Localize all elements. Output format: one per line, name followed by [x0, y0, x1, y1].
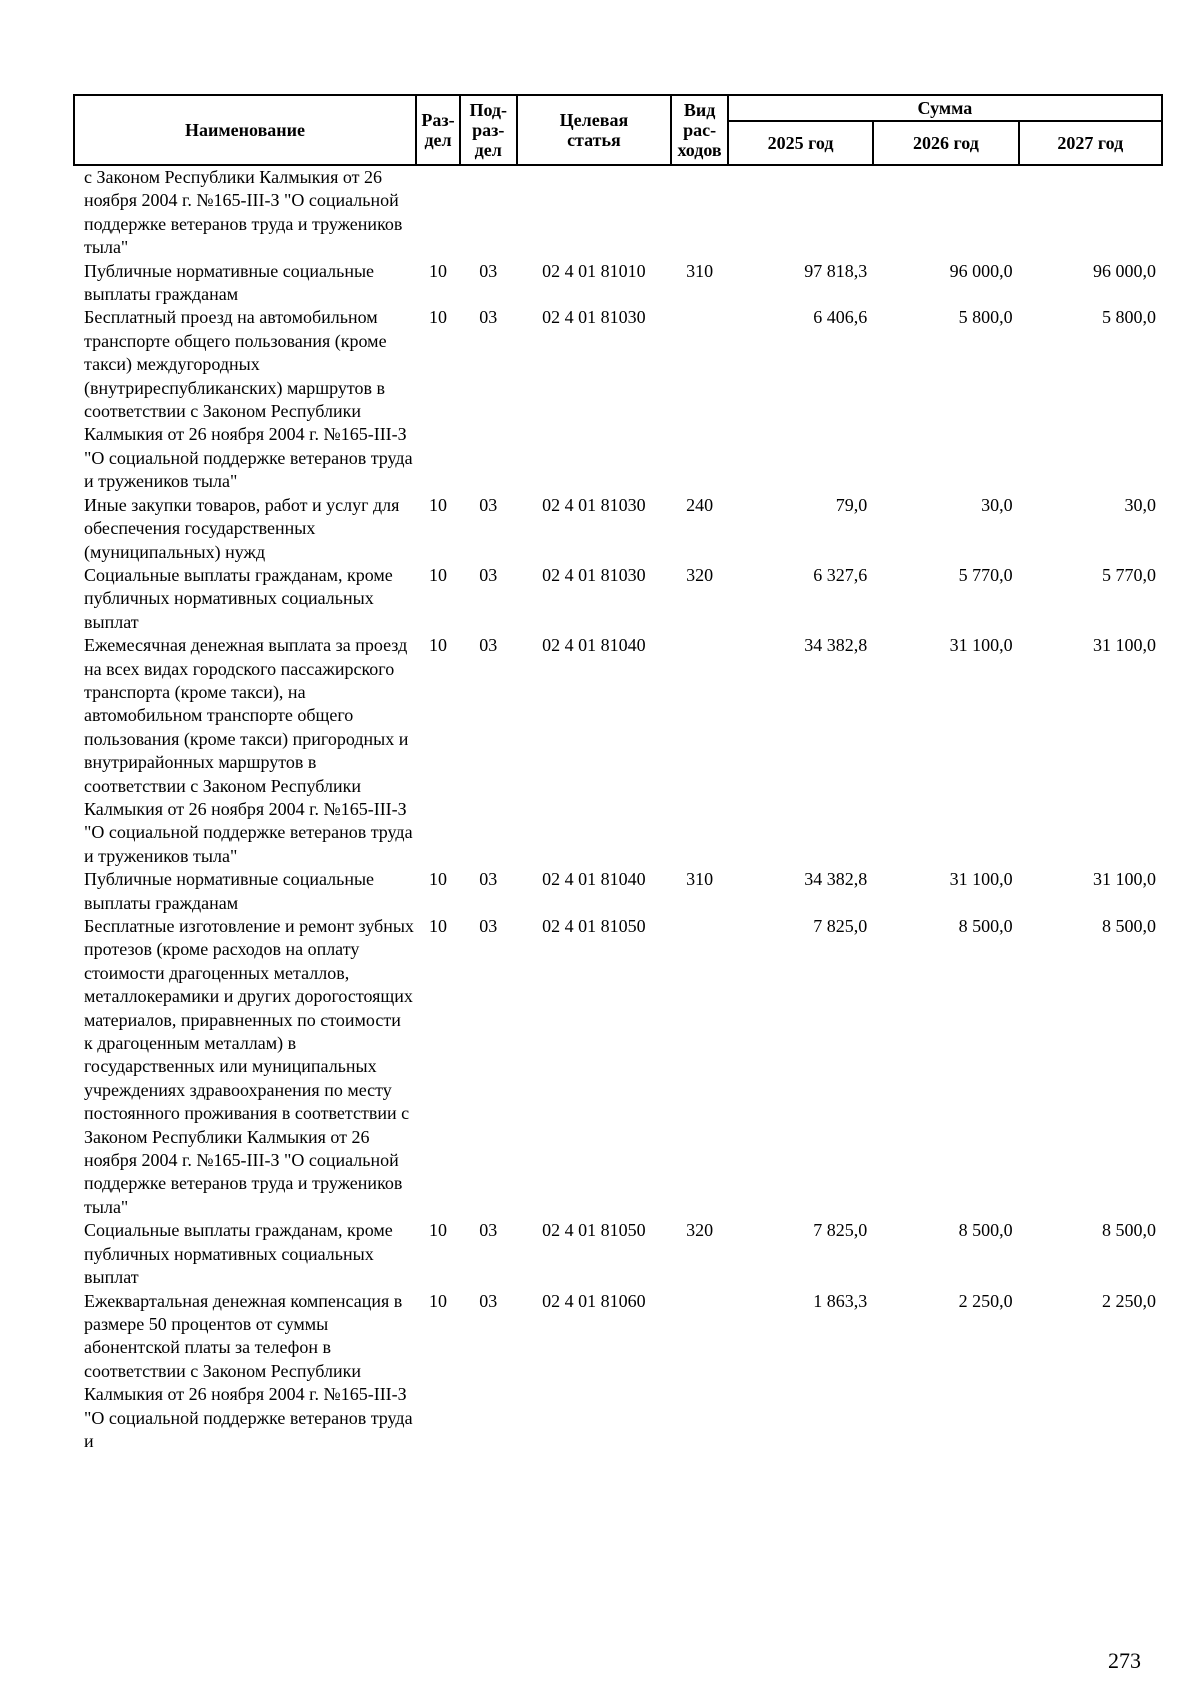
row-sum-2027: 96 000,0 — [1093, 260, 1156, 281]
row-sum-2027: 8 500,0 — [1102, 916, 1156, 936]
row-target: 02 4 01 81030 — [542, 494, 646, 515]
table-row — [74, 165, 1162, 260]
table-row — [74, 915, 1162, 1219]
row-podrazdel: 03 — [479, 564, 498, 585]
row-sum-2025 — [728, 165, 873, 260]
row-sum-2026 — [873, 165, 1018, 260]
row-name: Социальные выплаты гражданам, кроме публичных нормативных социальных выплат — [84, 564, 393, 632]
row-sum-2026: 30,0 — [981, 494, 1013, 515]
row-target: 02 4 01 81010 — [542, 260, 646, 281]
row-podrazdel: 03 — [479, 307, 498, 328]
row-sum-2026: 8 500,0 — [958, 1220, 1013, 1241]
header-name: Наименование — [74, 95, 416, 165]
row-name: Социальные выплаты гражданам, кроме публичных нормативных социальных выплат — [84, 1220, 393, 1288]
row-sum-2025: 7 825,0 — [813, 916, 868, 936]
header-podrazdel: Под- раз- дел — [460, 95, 516, 165]
row-sum-2025: 97 818,3 — [804, 260, 868, 281]
table-row — [74, 868, 1162, 915]
row-target: 02 4 01 81040 — [542, 869, 646, 890]
row-podrazdel: 03 — [479, 916, 498, 936]
row-sum-2027: 31 100,0 — [1093, 635, 1156, 656]
row-sum-2025: 6 406,6 — [813, 307, 868, 328]
row-vid — [671, 165, 727, 260]
row-sum-2027: 30,0 — [1124, 494, 1156, 515]
row-target: 02 4 01 81060 — [542, 1290, 646, 1311]
row-sum-2026: 8 500,0 — [958, 916, 1013, 936]
row-razdel: 10 — [429, 635, 448, 656]
table-row — [74, 494, 1162, 564]
row-razdel — [416, 165, 460, 260]
header-target: Целевая статья — [517, 95, 672, 165]
row-sum-2027: 2 250,0 — [1102, 1290, 1156, 1311]
row-sum-2025: 1 863,3 — [813, 1290, 868, 1311]
row-podrazdel: 03 — [479, 1220, 498, 1241]
header-vid: Вид рас- ходов — [671, 95, 727, 165]
budget-table — [73, 94, 1163, 1453]
table-row — [74, 1290, 1162, 1454]
row-name: с Законом Республики Калмыкия от 26 ноября 2004 г. №165-III-З "О социальной поддержке ветеранов труда и тружеников тыла" — [84, 167, 403, 258]
row-target: 02 4 01 81050 — [542, 1220, 646, 1241]
row-vid — [671, 306, 727, 493]
row-podrazdel — [460, 165, 516, 260]
row-sum-2026: 5 770,0 — [958, 564, 1013, 585]
row-sum-2027: 5 770,0 — [1102, 564, 1156, 585]
row-razdel: 10 — [429, 916, 448, 936]
row-vid: 310 — [686, 869, 714, 890]
header-year-2025: 2025 год — [728, 121, 873, 165]
row-sum-2025: 34 382,8 — [804, 869, 868, 890]
budget-table-page — [73, 94, 1163, 1453]
header-sum: Сумма — [728, 95, 1162, 121]
table-row — [74, 260, 1162, 307]
table-row — [74, 306, 1162, 493]
header-year-2027: 2027 год — [1019, 121, 1162, 165]
row-razdel: 10 — [429, 869, 448, 890]
row-name: Бесплатные изготовление и ремонт зубных протезов (кроме расходов на оплату стоимости драгоценных металлов, металлокерамики и других дорогостоящих материалов, приравненных по стоимости к драгоценным металлам) в государственных или муниципальных учреждениях здравоохранения по месту постоянного проживания в соответствии с Законом Республики Калмыкия от 26 ноября 2004 г. №165-III-З "О социальной поддержке ветеранов труда и тружеников тыла" — [84, 916, 414, 1217]
row-sum-2025: 6 327,6 — [813, 564, 868, 585]
row-podrazdel: 03 — [479, 494, 498, 515]
row-sum-2026: 5 800,0 — [958, 307, 1013, 328]
row-target: 02 4 01 81030 — [542, 307, 646, 328]
row-target: 02 4 01 81050 — [542, 916, 646, 936]
row-razdel: 10 — [429, 564, 448, 585]
row-sum-2025: 34 382,8 — [804, 635, 868, 656]
table-body — [74, 165, 1162, 1453]
row-vid: 240 — [686, 494, 714, 515]
row-sum-2026: 96 000,0 — [949, 260, 1013, 281]
row-name: Ежемесячная денежная выплата за проезд на всех видах городского пассажирского транспорта (кроме такси), на автомобильном транспорте общего пользования (кроме такси) пригородных и внутрирайонных маршрутов в соответствии с Законом Республики Калмыкия от 26 ноября 2004 г. №165-III-З "О социальной поддержке ветеранов труда и тружеников тыла" — [84, 635, 413, 866]
table-row — [74, 564, 1162, 634]
row-podrazdel: 03 — [479, 869, 498, 890]
row-sum-2026: 31 100,0 — [949, 635, 1013, 656]
table-row — [74, 1219, 1162, 1289]
table-header — [74, 95, 1162, 165]
row-razdel: 10 — [429, 1290, 448, 1311]
row-podrazdel: 03 — [479, 260, 498, 281]
row-razdel: 10 — [429, 494, 448, 515]
row-vid: 320 — [686, 564, 714, 585]
row-name: Иные закупки товаров, работ и услуг для обеспечения государственных (муниципальных) нужд — [84, 494, 400, 562]
row-razdel: 10 — [429, 307, 448, 328]
row-name: Бесплатный проезд на автомобильном транспорте общего пользования (кроме такси) междугородных (внутриреспубликанских) маршрутов в соответствии с Законом Республики Калмыкия от 26 ноября 2004 г. №165-III-З "О социальной поддержке ветеранов труда и тружеников тыла" — [84, 307, 413, 492]
row-sum-2027: 5 800,0 — [1102, 307, 1156, 328]
row-sum-2025: 79,0 — [835, 494, 868, 515]
row-razdel: 10 — [429, 1220, 448, 1241]
row-vid — [671, 1290, 727, 1454]
row-vid — [671, 915, 727, 1219]
row-target: 02 4 01 81030 — [542, 564, 646, 585]
row-sum-2027: 31 100,0 — [1093, 869, 1156, 890]
row-vid — [671, 634, 727, 868]
row-sum-2026: 31 100,0 — [949, 869, 1013, 890]
row-podrazdel: 03 — [479, 1290, 498, 1311]
row-podrazdel: 03 — [479, 635, 498, 656]
row-razdel: 10 — [429, 260, 448, 281]
row-vid: 310 — [686, 260, 714, 281]
row-sum-2025: 7 825,0 — [813, 1220, 868, 1241]
row-target: 02 4 01 81040 — [542, 635, 646, 656]
row-sum-2027: 8 500,0 — [1102, 1220, 1156, 1241]
header-year-2026: 2026 год — [873, 121, 1018, 165]
row-sum-2026: 2 250,0 — [958, 1290, 1013, 1311]
row-vid: 320 — [686, 1220, 714, 1241]
row-sum-2027 — [1019, 165, 1162, 260]
table-row — [74, 634, 1162, 868]
row-name: Ежеквартальная денежная компенсация в размере 50 процентов от суммы абонентской платы за телефон в соответствии с Законом Республики Калмыкия от 26 ноября 2004 г. №165-III-З "О социальной поддержке ветеранов труда и — [84, 1290, 413, 1451]
header-razdel: Раз- дел — [416, 95, 460, 165]
page-number: 273 — [1108, 1648, 1141, 1673]
row-name: Публичные нормативные социальные выплаты гражданам — [84, 260, 375, 305]
row-name: Публичные нормативные социальные выплаты гражданам — [84, 869, 375, 913]
row-target — [517, 165, 672, 260]
